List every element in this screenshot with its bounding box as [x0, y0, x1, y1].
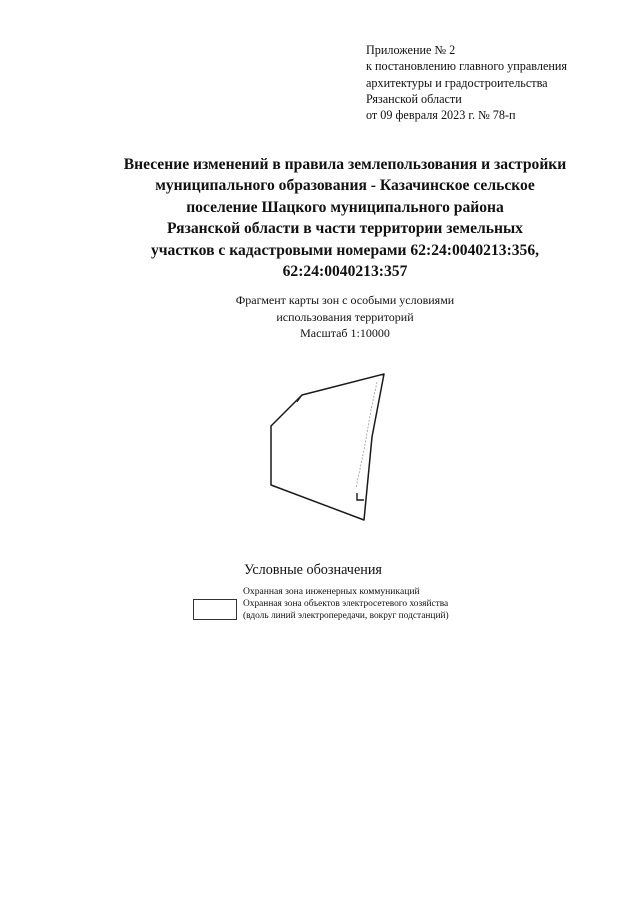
appendix-region: Рязанской области	[366, 91, 462, 106]
map-caption	[0, 292, 640, 342]
legend-swatch	[193, 599, 237, 620]
map-caption-line: Фрагмент карты зон с особыми условиями	[235, 293, 455, 307]
parcel-boundary-detail	[357, 493, 364, 500]
parcel-inner-tick	[297, 395, 302, 402]
map-scale: Масштаб 1:10000	[300, 326, 390, 340]
protection-zone-line	[356, 382, 377, 488]
title-line: Рязанской области в части территории земельных	[167, 220, 523, 238]
title-line: Внесение изменений в правила землепользования и застройки	[123, 156, 567, 173]
appendix-header	[366, 42, 567, 123]
appendix-reference: к постановлению главного управления	[366, 59, 568, 74]
title-line: участков с кадастровыми номерами 62:24:0040213:356,	[150, 241, 540, 259]
document-title	[0, 154, 640, 282]
legend-item	[243, 599, 449, 623]
appendix-department: архитектуры и градостроительства	[366, 75, 548, 90]
title-line: муниципального образования - Казачинское сельское	[155, 177, 535, 195]
legend-category: Охранная зона инженерных коммуникаций	[243, 586, 420, 597]
map-caption-line: использования территорий	[276, 309, 414, 324]
legend-item-label: Охранная зона объектов электросетевого хозяйства	[243, 599, 449, 609]
legend-title: Условные обозначения	[244, 562, 382, 578]
land-parcel-outline	[271, 374, 384, 520]
appendix-date: от 09 февраля 2023 г. № 78-п	[366, 108, 516, 123]
appendix-number: Приложение № 2	[366, 43, 456, 57]
title-line: поселение Шацкого муниципального района	[186, 198, 504, 216]
legend-item-note: (вдоль линий электропередачи, вокруг подстанций)	[243, 610, 449, 621]
title-line: 62:24:0040213:357	[282, 263, 408, 281]
